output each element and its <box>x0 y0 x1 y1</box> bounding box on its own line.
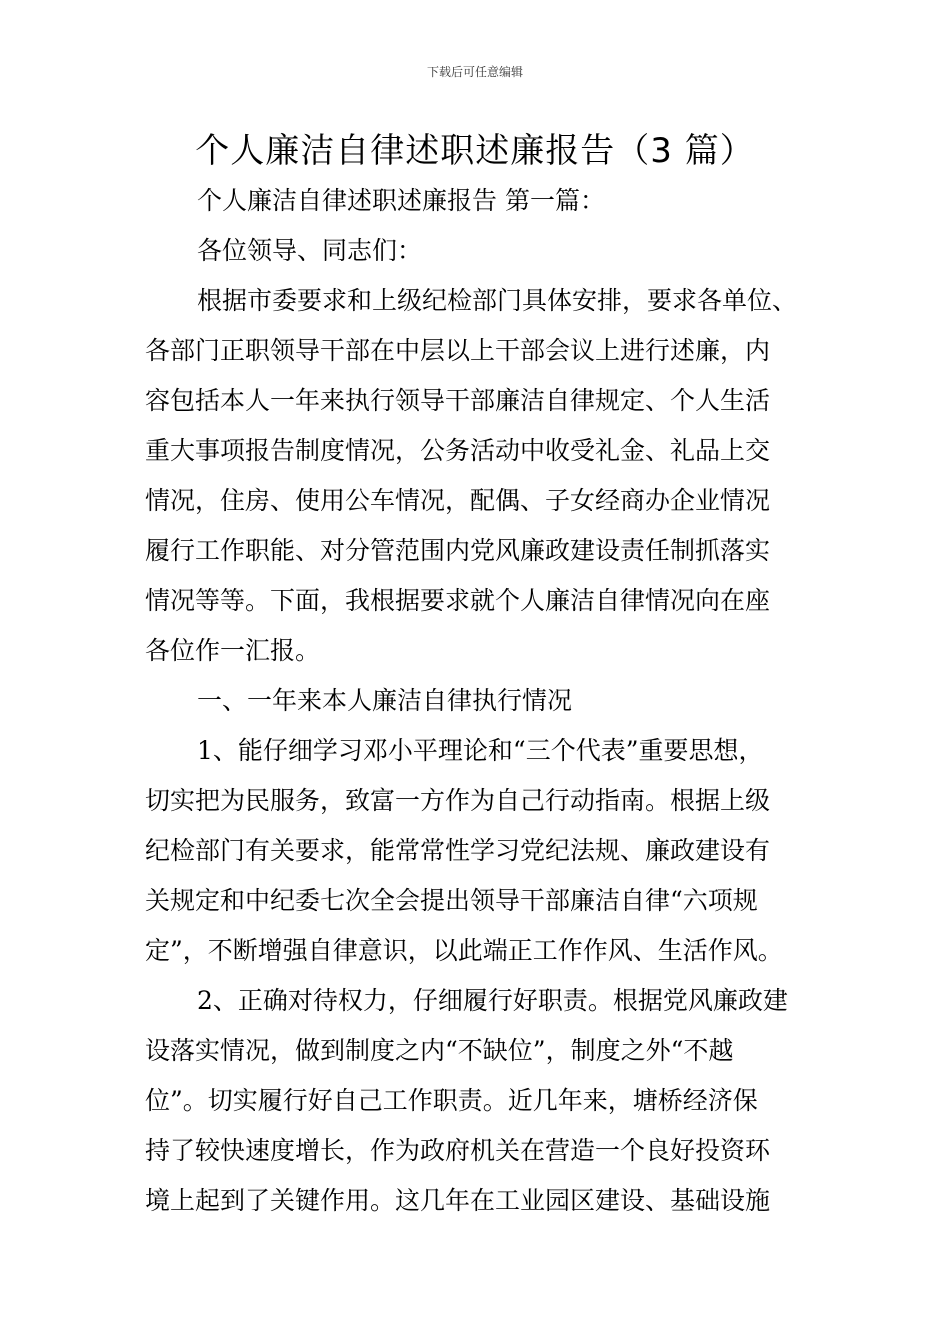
paragraph-line: 位”。切实履行好自己工作职责。近几年来，塘桥经济保 <box>145 1086 758 1115</box>
paragraph-line: 1、能仔细学习邓小平理论和“三个代表”重要思想， <box>197 736 764 765</box>
document-title: 个人廉洁自律述职述廉报告（3 篇） <box>195 131 755 171</box>
subsection-heading: 一、一年来本人廉洁自律执行情况 <box>197 686 573 715</box>
document-body <box>145 176 825 1226</box>
paragraph-line: 2、正确对待权力，仔细履行好职责。根据党风廉政建 <box>197 986 788 1015</box>
paragraph-line: 定”，不断增强自律意识，以此端正工作作风、生活作风。 <box>145 936 783 965</box>
paragraph-line: 纪检部门有关要求，能常常性学习党纪法规、廉政建设有 <box>145 836 771 865</box>
paragraph-line: 重大事项报告制度情况，公务活动中收受礼金、礼品上交 <box>145 436 771 465</box>
paragraph-line: 切实把为民服务，致富一方作为自己行动指南。根据上级 <box>145 786 771 815</box>
section-heading: 个人廉洁自律述职述廉报告 第一篇： <box>197 186 605 215</box>
paragraph-line: 情况等等。下面，我根据要求就个人廉洁自律情况向在座 <box>145 586 771 615</box>
paragraph-line: 履行工作职能、对分管范围内党风廉政建设责任制抓落实 <box>145 536 771 565</box>
paragraph-line: 设落实情况，做到制度之内“不缺位”，制度之外“不越 <box>145 1036 734 1065</box>
salutation: 各位领导、同志们： <box>197 236 423 265</box>
header-note: 下载后可任意编辑 <box>426 65 523 79</box>
paragraph-line: 持了较快速度增长，作为政府机关在营造一个良好投资环 <box>145 1136 771 1165</box>
paragraph-line: 情况，住房、使用公车情况，配偶、子女经商办企业情况 <box>145 486 771 515</box>
paragraph-line: 境上起到了关键作用。这几年在工业园区建设、基础设施 <box>145 1186 771 1215</box>
paragraph-line: 各部门正职领导干部在中层以上干部会议上进行述廉，内 <box>145 336 771 365</box>
paragraph-line: 容包括本人一年来执行领导干部廉洁自律规定、个人生活 <box>145 386 771 415</box>
paragraph-line: 关规定和中纪委七次全会提出领导干部廉洁自律“六项规 <box>145 886 758 915</box>
paragraph-line: 各位作一汇报。 <box>145 636 321 665</box>
paragraph-line: 根据市委要求和上级纪检部门具体安排，要求各单位、 <box>197 286 798 315</box>
